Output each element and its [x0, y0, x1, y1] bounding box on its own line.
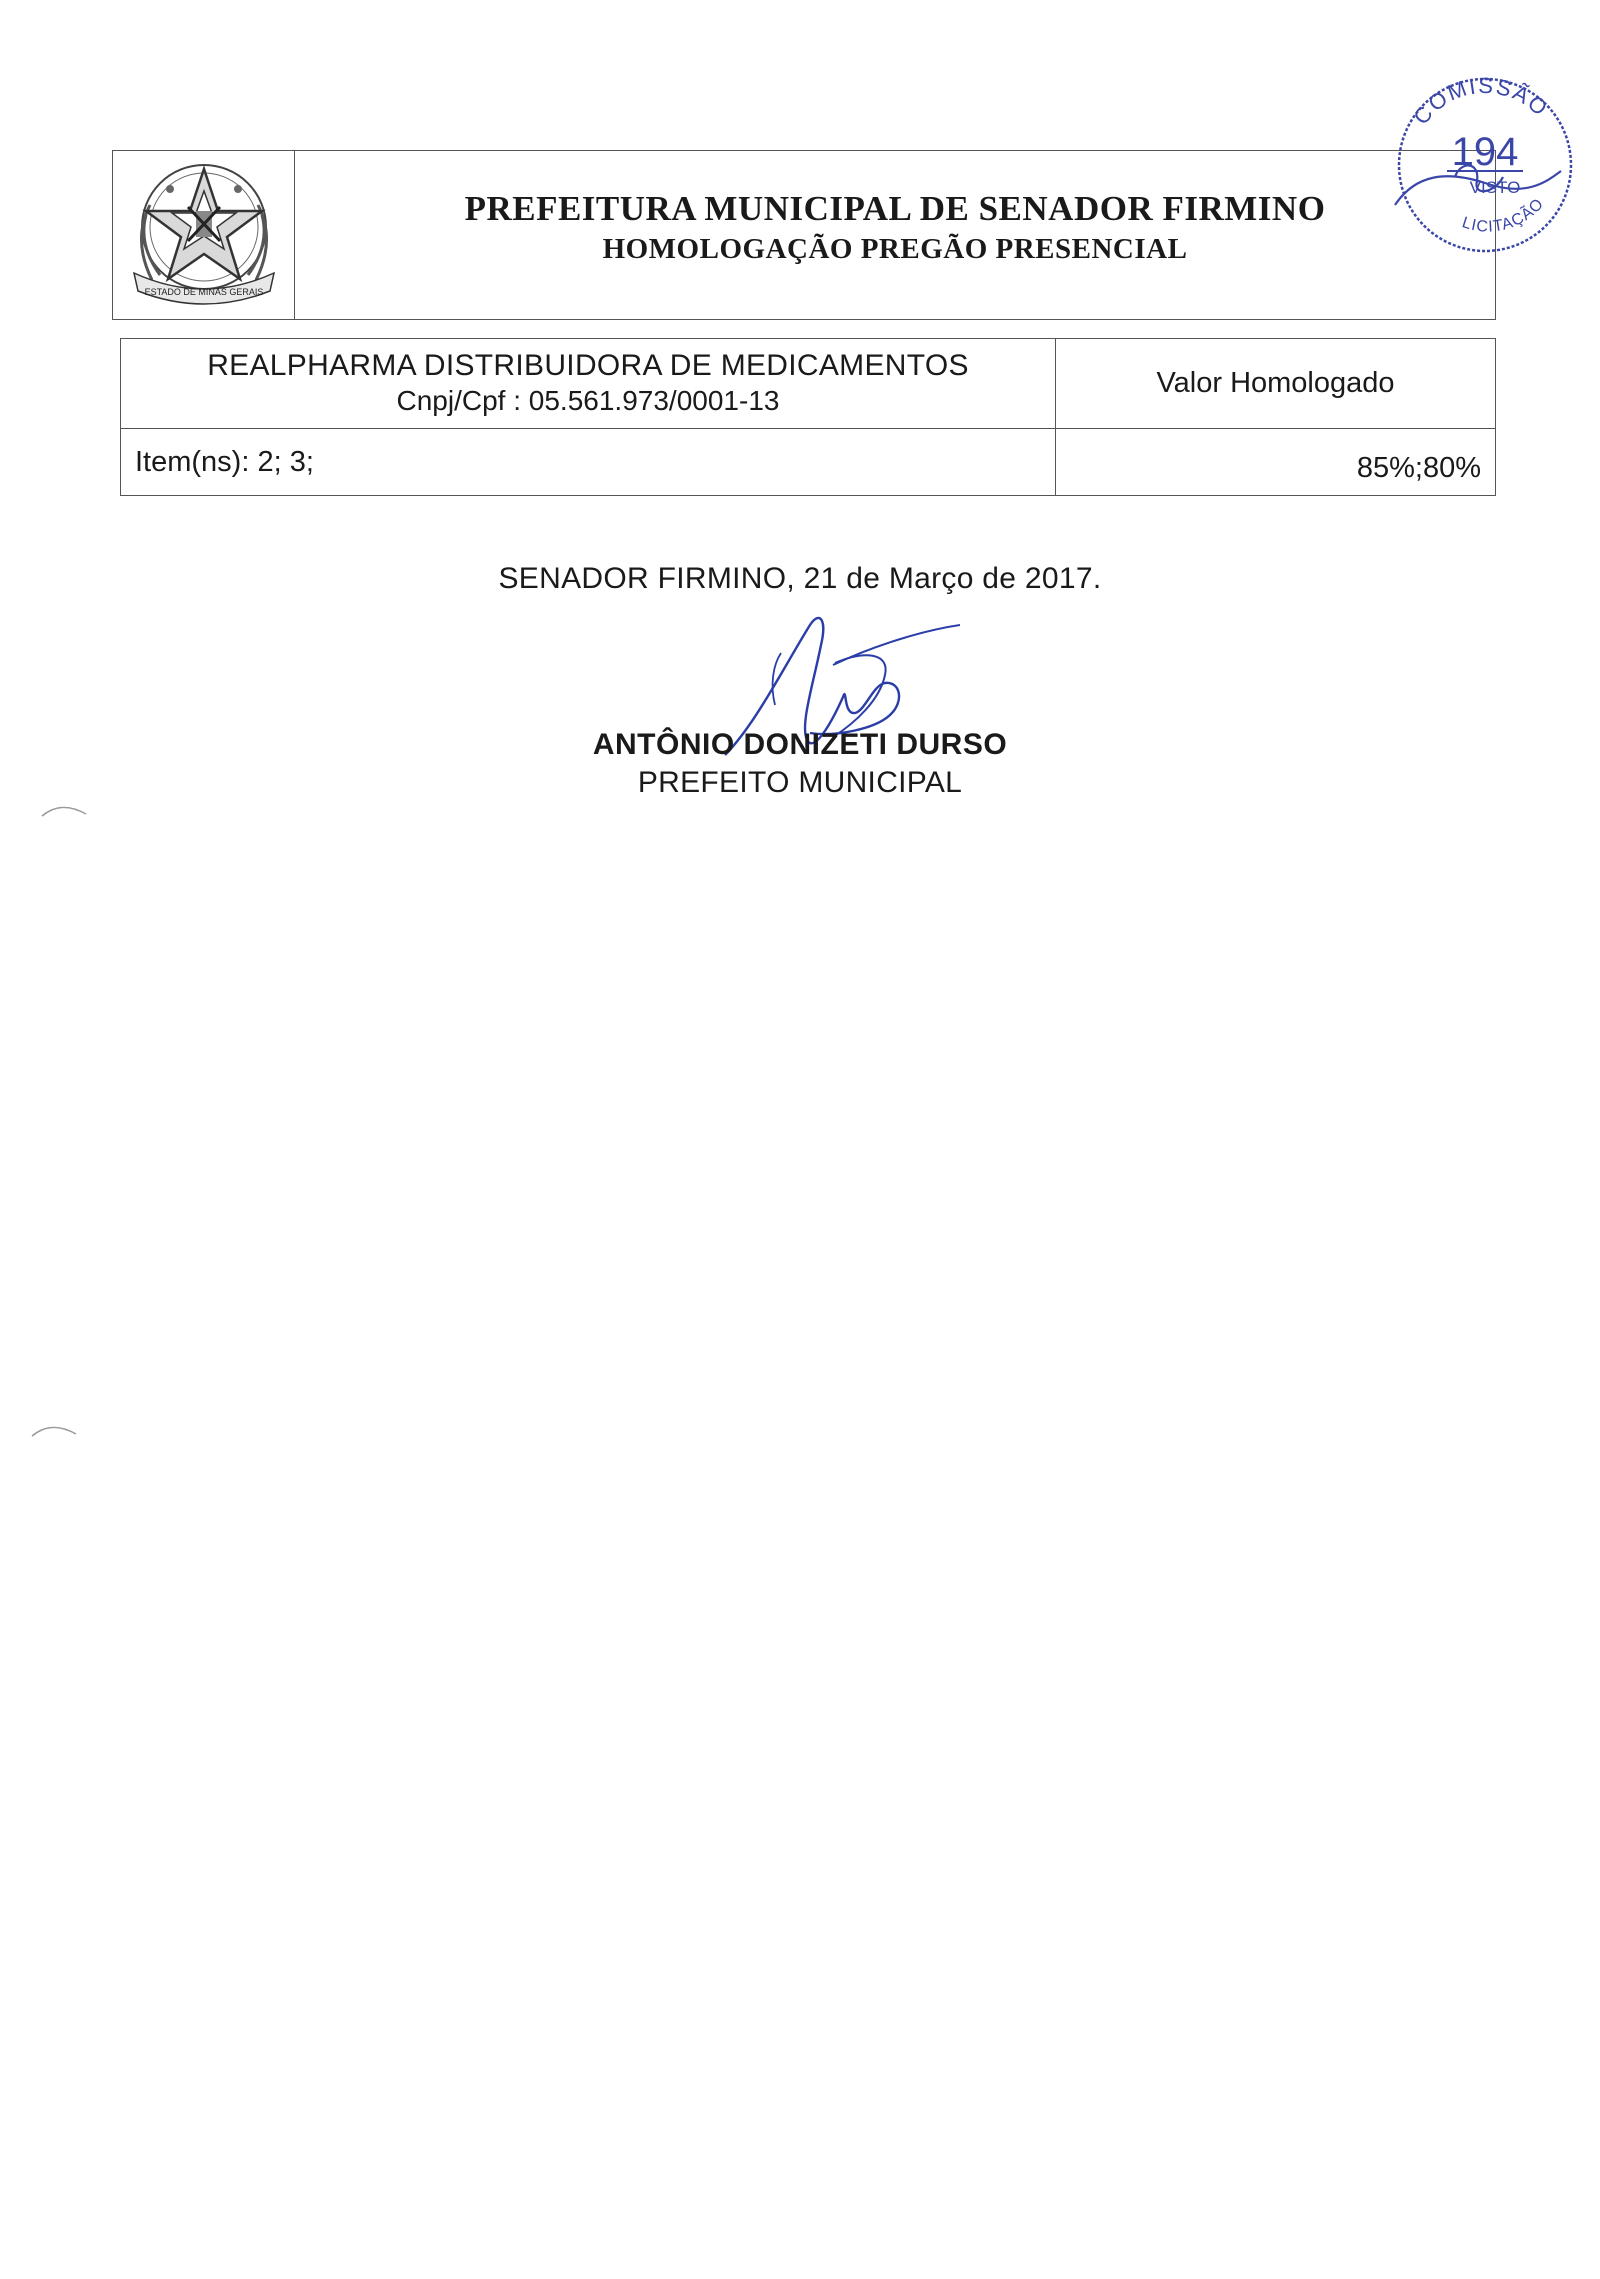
document-header — [112, 150, 1496, 320]
supplier-name: REALPHARMA DISTRIBUIDORA DE MEDICAMENTOS — [207, 349, 969, 382]
header-text — [295, 151, 1495, 319]
coat-of-arms-icon — [120, 155, 288, 315]
svg-text:COMISSÃO — [1408, 73, 1553, 129]
commission-stamp — [1385, 65, 1585, 265]
stamp-top-text: COMISSÃO — [1408, 72, 1554, 130]
supplier-tax-id: Cnpj/Cpf : 05.561.973/0001-13 — [396, 385, 780, 416]
place-date-line: SENADOR FIRMINO, 21 de Março de 2017. — [498, 562, 1102, 595]
scan-artifact-mark — [40, 800, 90, 820]
homologation-result-table — [120, 338, 1496, 496]
svg-text:ESTADO DE MINAS GERAIS: ESTADO DE MINAS GERAIS — [144, 287, 263, 297]
document-type-title: HOMOLOGAÇÃO PREGÃO PRESENCIAL — [602, 233, 1188, 265]
stamp-bottom-text: LICITAÇÃO — [1459, 195, 1548, 236]
svg-text:LICITAÇÃO — [1460, 195, 1548, 236]
scan-artifact-mark — [30, 1420, 80, 1440]
approved-value: 85%;80% — [1356, 452, 1481, 484]
stamp-middle-text: VISTO — [1469, 178, 1521, 197]
org-title: PREFEITURA MUNICIPAL DE SENADOR FIRMINO — [464, 189, 1326, 228]
value-header: Valor Homologado — [1056, 339, 1495, 429]
supplier-cell — [121, 339, 1056, 429]
signatory-name: ANTÔNIO DONIZETI DURSO — [592, 728, 1008, 761]
items-cell: Item(ns): 2; 3; — [121, 429, 1056, 495]
crest-cell — [113, 151, 295, 319]
stamp-page-number: 194 — [1451, 130, 1519, 174]
signatory-role: PREFEITO MUNICIPAL — [637, 766, 963, 799]
